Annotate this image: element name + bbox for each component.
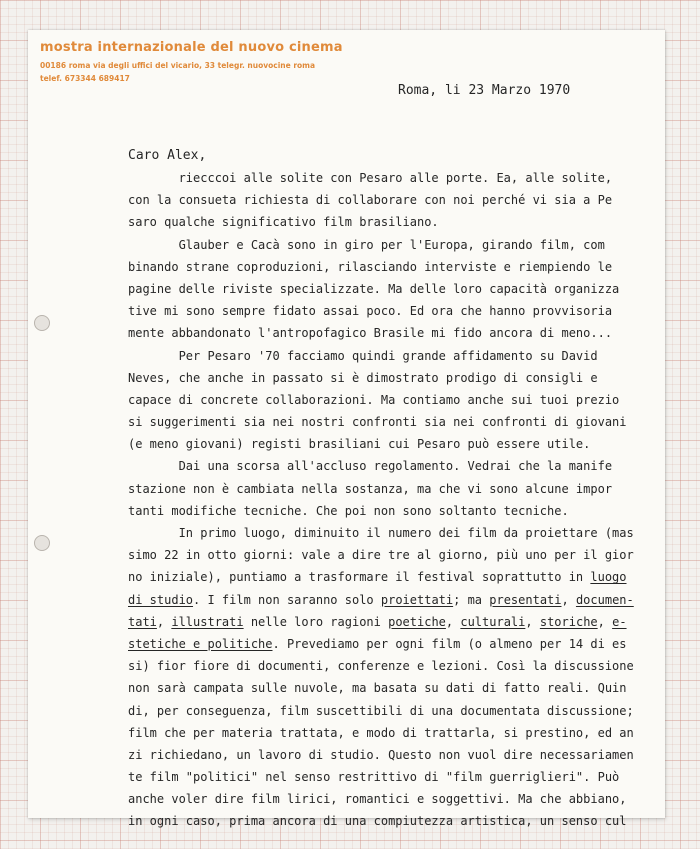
line-text: riecccoi alle solite con Pesaro alle porte. Ea, alle solite, <box>128 171 613 185</box>
letter-line <box>128 810 628 832</box>
underlined-text: documen- <box>575 592 634 607</box>
line-text: , <box>156 614 172 629</box>
line-text: simo 22 in otto giorni: vale a dire tre al giorno, più uno per il gior <box>128 548 634 563</box>
letter-line <box>128 611 628 633</box>
letter-line <box>128 744 634 766</box>
line-text: In primo luogo, diminuito il numero dei film da proiettare (mas <box>128 526 634 540</box>
letter-line <box>128 211 628 233</box>
underlined-text: luogo <box>590 570 627 585</box>
letter-body <box>128 167 634 833</box>
letter-line <box>128 167 628 189</box>
line-text: saro qualche significativo film brasiliano. <box>128 215 439 230</box>
line-text: Neves, che anche in passato si è dimostrato prodigo di consigli e <box>128 370 598 385</box>
letter-line <box>128 455 628 477</box>
line-text: tive mi sono sempre fidato assai poco. Ed ora che hanno provvisoria <box>128 304 613 319</box>
letter-line <box>128 322 628 344</box>
line-text: , <box>561 592 576 607</box>
underlined-text: stetiche e politiche <box>128 636 273 651</box>
letter-line <box>128 367 628 389</box>
letterhead-title: mostra internazionale del nuovo cinema <box>40 40 343 55</box>
letter-line <box>128 633 628 655</box>
letter-line <box>128 278 628 300</box>
letter-line <box>128 788 628 810</box>
line-text: si) fior fiore di documenti, conferenze e lezioni. Così la discussione <box>128 659 634 674</box>
underlined-text: tati <box>128 614 157 629</box>
line-text: tanti modifiche tecniche. Che poi non sono soltanto tecniche. <box>128 503 569 518</box>
letter-line <box>128 345 628 367</box>
line-text: anche voler dire film lirici, romantici e soggettivi. Ma che abbiano, <box>128 792 627 807</box>
letter-line <box>128 256 628 278</box>
line-text: Glauber e Cacà sono in giro per l'Europa, girando film, com <box>128 237 605 252</box>
underlined-text: presentati <box>489 592 562 607</box>
letter-line <box>128 677 628 699</box>
letter-line <box>128 655 634 677</box>
letter-line <box>128 300 628 322</box>
line-text: stazione non è cambiata nella sostanza, ma che vi sono alcune impor <box>128 481 613 496</box>
letter-line <box>128 589 634 611</box>
line-text: con la consueta richiesta di collaborare con noi perché vi sia a Pe <box>128 193 613 208</box>
letter-line <box>128 433 628 455</box>
line-text: ; ma <box>453 592 490 607</box>
line-text: . I film non saranno solo <box>193 592 381 607</box>
letter-line <box>128 722 634 744</box>
letter-line <box>128 411 628 433</box>
line-text: pagine delle riviste specializzate. Ma delle loro capacità organizza <box>128 281 620 296</box>
line-text: di, per conseguenza, film suscettibili di una documentata discussione; <box>128 703 634 718</box>
underlined-text: poetiche <box>388 614 446 629</box>
letter-line <box>128 500 628 522</box>
letter-line <box>128 189 628 211</box>
punch-hole <box>34 535 50 551</box>
line-text: nelle loro ragioni <box>243 614 389 629</box>
letter-line <box>128 478 628 500</box>
letter-date: Roma, li 23 Marzo 1970 <box>398 83 571 98</box>
line-text: binando strane coproduzioni, rilasciando interviste e riempiendo le <box>128 259 613 274</box>
underlined-text: culturali <box>460 614 526 629</box>
line-text: , <box>597 614 613 629</box>
line-text: film che per materia trattata, e modo di trattarla, si prestino, ed an <box>128 725 634 740</box>
letter-line <box>128 389 628 411</box>
line-text: zi richiedano, un lavoro di studio. Questo non vuol dire necessariamen <box>128 747 634 762</box>
line-text: Per Pesaro '70 facciamo quindi grande affidamento su David <box>128 348 598 363</box>
line-text: (e meno giovani) registi brasiliani cui Pesaro può essere utile. <box>128 437 591 452</box>
line-text: in ogni caso, prima ancora di una compiutezza artistica, un senso cul <box>128 814 627 829</box>
line-text: . Prevediamo per ogni film (o almeno per 14 di es <box>272 636 627 651</box>
punch-hole <box>34 315 50 331</box>
line-text: capace di concrete collaborazioni. Ma contiamo anche sui tuoi prezio <box>128 392 620 407</box>
line-text: no iniziale), puntiamo a trasformare il festival soprattutto in <box>128 570 591 585</box>
salutation: Caro Alex, <box>128 148 207 163</box>
letterhead-address: 00186 roma via degli uffici del vicario, 33 telegr. nuovocine roma <box>40 61 316 70</box>
letter-line <box>128 234 628 256</box>
underlined-text: storiche <box>539 614 598 629</box>
line-text: , <box>525 614 540 629</box>
letter-line <box>128 522 634 544</box>
line-text: , <box>445 614 461 629</box>
underlined-text: di studio <box>128 592 194 607</box>
line-text: Dai una scorsa all'accluso regolamento. Vedrai che la manife <box>128 459 613 474</box>
line-text: non sarà campata sulle nuvole, ma basata su dati di fatto reali. Quin <box>128 681 627 696</box>
letter-line <box>128 766 628 788</box>
line-text: te film "politici" nel senso restrittivo di "film guerriglieri". Può <box>128 770 620 785</box>
letter-line <box>128 700 634 722</box>
letter-line <box>128 566 628 588</box>
letterhead-phone: telef. 673344 689417 <box>40 74 130 83</box>
underlined-text: e- <box>612 614 627 629</box>
underlined-text: proiettati <box>380 592 454 607</box>
line-text: mente abbandonato l'antropofagico Brasile mi fido ancora di meno... <box>128 326 613 341</box>
line-text: si suggerimenti sia nei nostri confronti sia nei confronti di giovani <box>128 415 627 430</box>
underlined-text: illustrati <box>171 614 244 629</box>
letter-line <box>128 544 634 566</box>
